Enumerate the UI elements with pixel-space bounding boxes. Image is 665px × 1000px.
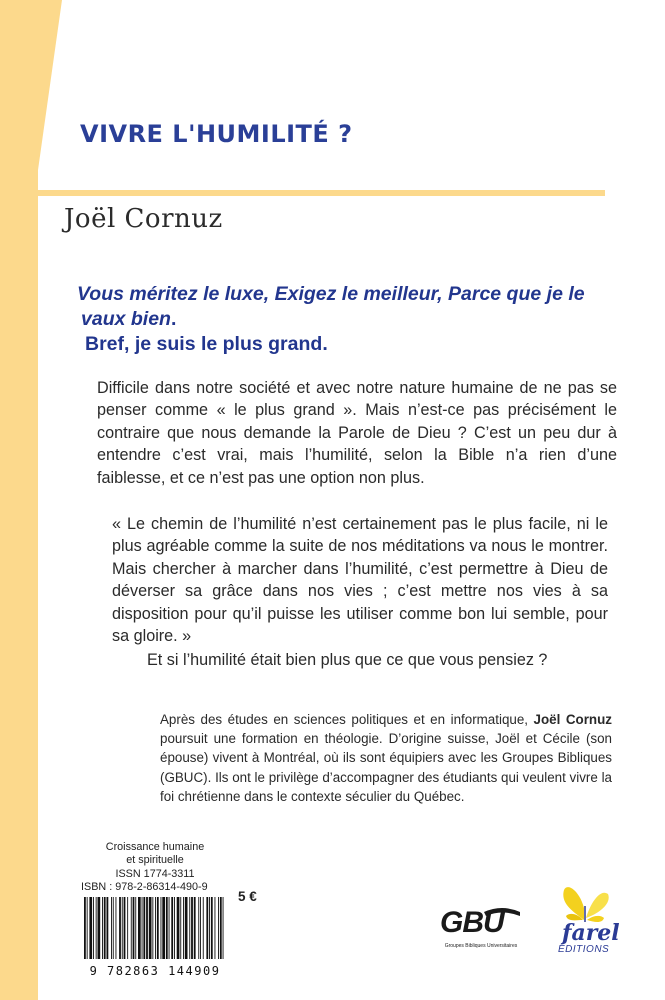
gbu-logo-text: GBU bbox=[440, 906, 504, 939]
farel-logo bbox=[550, 882, 620, 962]
barcode-bar bbox=[171, 897, 173, 959]
tagline-line-2-text: vaux bien bbox=[81, 308, 171, 330]
barcode-bar bbox=[111, 897, 112, 959]
barcode-bar bbox=[177, 897, 180, 959]
barcode-bar bbox=[155, 897, 156, 959]
barcode-bar bbox=[102, 897, 103, 959]
barcode-bar bbox=[127, 897, 128, 959]
tagline-line-2-period: . bbox=[170, 308, 177, 330]
barcode-bar bbox=[189, 897, 190, 959]
barcode-bar bbox=[133, 897, 135, 959]
farel-logo-text: farel bbox=[562, 920, 620, 946]
barcode-bar bbox=[107, 897, 109, 959]
barcode-bar bbox=[138, 897, 141, 959]
barcode-bar bbox=[152, 897, 153, 959]
author-name: Joël Cornuz bbox=[64, 204, 223, 234]
barcode-bar bbox=[157, 897, 159, 959]
barcode-bar bbox=[223, 897, 224, 959]
gbu-logo bbox=[440, 906, 522, 962]
bio-text-2: poursuit une formation en théologie. D’origine suisse, Joël et Cécile (son épouse) vivent à Montréal, où ils sont équipiers avec les Groupes Bibliques (GBUC). Ils ont le privilège d’accompagner des étudiants qui veulent vivre la foi chrétienne dans le contexte séculier du Québec. bbox=[160, 731, 612, 804]
barcode-bar bbox=[200, 897, 201, 959]
barcode-bar bbox=[209, 897, 210, 959]
barcode-bar bbox=[143, 897, 145, 959]
barcode-bar bbox=[191, 897, 193, 959]
tagline-line-2 bbox=[77, 307, 617, 332]
barcode-bar bbox=[183, 897, 184, 959]
barcode-bar bbox=[211, 897, 213, 959]
barcode-bars bbox=[84, 897, 226, 959]
barcode-bar bbox=[180, 897, 181, 959]
bio-author-name: Joël Cornuz bbox=[533, 712, 612, 727]
quote-paragraph: « Le chemin de l’humilité n’est certainement pas le plus facile, ni le plus agréable comme la suite de nos méditations va nous le montrer. Mais chercher à marcher dans l’humilité, c’est permettre à Dieu de déverser sa grâce dans nos vies ; c’est mettre nos vies à sa disposition pour qu’il puisse les utiliser comme bon lui semble, pour sa gloire. » bbox=[112, 515, 608, 646]
barcode-bar bbox=[220, 897, 222, 959]
barcode-bar bbox=[122, 897, 123, 959]
barcode-bar bbox=[203, 897, 204, 959]
author-bio bbox=[160, 710, 612, 806]
collection-line-1: Croissance humaine bbox=[105, 841, 205, 853]
barcode-bar bbox=[116, 897, 117, 959]
barcode-bar bbox=[166, 897, 168, 959]
barcode bbox=[79, 895, 231, 980]
barcode-bar bbox=[198, 897, 199, 959]
tagline-line-1: Vous méritez le luxe, Exigez le meilleur, Parce que je le bbox=[77, 283, 585, 305]
farel-logo-subtitle: EDITIONS bbox=[558, 944, 610, 955]
price: 5 € bbox=[238, 889, 257, 904]
barcode-bar bbox=[185, 897, 188, 959]
barcode-bar bbox=[104, 897, 106, 959]
barcode-bar bbox=[135, 897, 136, 959]
collection-line-2: et spirituelle bbox=[126, 854, 184, 867]
closing-question: Et si l’humilité était bien plus que ce que vous pensiez ? bbox=[147, 651, 548, 669]
bio-text-1: Après des études en sciences politiques et en informatique, bbox=[160, 712, 534, 727]
barcode-bar bbox=[206, 897, 208, 959]
book-title: VIVRE L'HUMILITÉ ? bbox=[80, 120, 353, 148]
gbu-logo-subtitle: Groupes Bibliques Universitaires bbox=[444, 943, 518, 949]
barcode-bar bbox=[131, 897, 132, 959]
barcode-bar bbox=[161, 897, 162, 959]
barcode-bar bbox=[124, 897, 126, 959]
issn: ISSN 1774-3311 bbox=[115, 867, 195, 880]
barcode-bar bbox=[174, 897, 175, 959]
barcode-bar bbox=[113, 897, 114, 959]
title-divider bbox=[38, 190, 605, 196]
barcode-bar bbox=[162, 897, 165, 959]
barcode-bar bbox=[89, 897, 92, 959]
barcode-bar bbox=[98, 897, 101, 959]
barcode-bar bbox=[93, 897, 94, 959]
tagline bbox=[77, 282, 617, 357]
barcode-bar bbox=[215, 897, 216, 959]
barcode-bar bbox=[169, 897, 170, 959]
barcode-bar bbox=[96, 897, 97, 959]
barcode-bar bbox=[87, 897, 88, 959]
barcode-bar bbox=[119, 897, 121, 959]
intro-paragraph: Difficile dans notre société et avec notre nature humaine de ne pas se penser comme « le plus grand ». Mais n’est-ce pas précisément le contraire que nous demande la Parole de Dieu ? C’est un peu dur à entendre c’est vrai, mais l’humilité, selon la Bible n’a rien d’une faiblesse, et ce n’est pas une option non plus. bbox=[97, 379, 617, 487]
barcode-bar bbox=[142, 897, 143, 959]
barcode-bar bbox=[194, 897, 196, 959]
barcode-bar bbox=[218, 897, 219, 959]
barcode-bar bbox=[146, 897, 148, 959]
barcode-bar bbox=[84, 897, 86, 959]
tagline-line-3: Bref, je suis le plus grand. bbox=[85, 333, 328, 355]
isbn: ISBN : 978-2-86314-490-9 bbox=[81, 881, 208, 894]
collection-info bbox=[79, 840, 231, 895]
barcode-bar bbox=[149, 897, 152, 959]
barcode-number: 9 782863 144909 bbox=[89, 964, 221, 978]
